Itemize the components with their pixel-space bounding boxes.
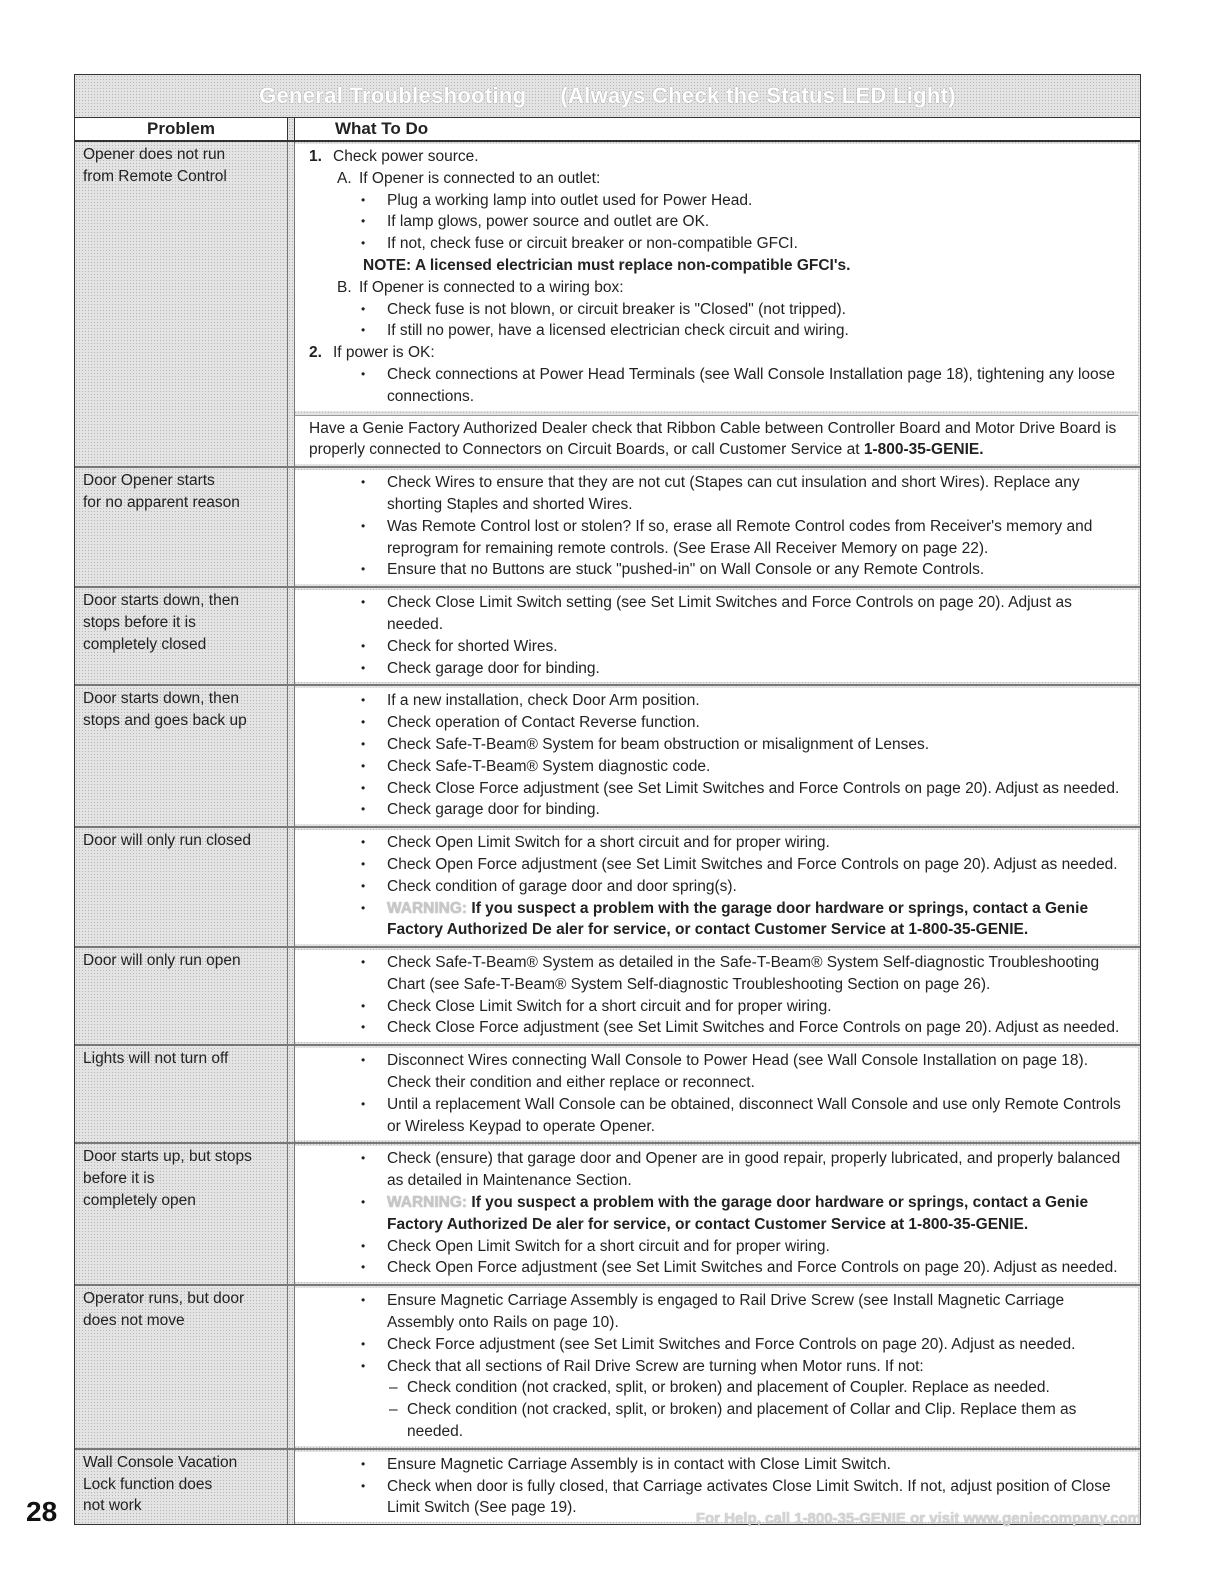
instruction-item [309,516,1126,560]
instruction-item [309,418,1126,462]
instruction-item [309,1290,1126,1334]
instruction-text: Check Close Force adjustment (see Set Limit Switches and Force Controls on page 20). Adjust as needed. [387,779,1120,797]
bullet-marker: • [361,595,366,610]
problem-line: does not move [83,1312,185,1330]
title-sub: (Always Check the Status LED Light) [560,83,956,108]
bullet-marker: • [361,1096,366,1111]
problem-line: Door will only run open [83,952,241,970]
problem-line: stops and goes back up [83,712,247,730]
instruction-item [309,168,1126,190]
header-what-to-do: What To Do [335,119,429,138]
table-body [75,142,1140,1524]
header-problem: Problem [146,119,216,138]
dash-marker: – [389,1401,398,1419]
problem-line: Door starts down, then [83,690,239,708]
what-to-do-column [295,142,1140,466]
instruction-text: If still no power, have a licensed electrician check circuit and wiring. [387,322,849,340]
instruction-text: If a new installation, check Door Arm position. [387,692,700,710]
instruction-item [309,146,1126,168]
bullet-marker: • [361,736,366,751]
problem-line: Lock function does [83,1475,213,1493]
problem-line: Door starts down, then [83,592,239,610]
instruction-text: Check Open Limit Switch for a short circuit and for proper wiring. [387,1237,830,1255]
warning-label: WARNING: [387,1194,468,1212]
instruction-item [309,1236,1126,1258]
column-separator [288,1046,295,1142]
instruction-text: Check (ensure) that garage door and Opener are in good repair, properly lubricated, and properly balanced as detailed in Maintenance Section. [387,1150,1121,1190]
problem-cell [75,1286,288,1448]
problem-cell [75,1450,288,1524]
bullet-marker: • [361,366,366,381]
instruction-text: Have a Genie Factory Authorized Dealer check that Ribbon Cable between Controller Board and Motor Drive Board is properly connected to Connectors on Circuit Boards, or call Customer Service at [309,419,1117,459]
instruction-text: Plug a working lamp into outlet used for Power Head. [387,191,753,209]
instruction-text: Check that all sections of Rail Drive Screw are turning when Motor runs. If not: [387,1357,924,1375]
instruction-text: Check for shorted Wires. [387,637,558,655]
instruction-text: Check fuse is not blown, or circuit breaker is "Closed" (not tripped). [387,300,846,318]
warning-item [309,898,1126,942]
bullet-marker: • [361,998,366,1013]
instruction-item [309,277,1126,299]
bullet-marker: • [361,780,366,795]
instruction-text: Check Open Force adjustment (see Set Limit Switches and Force Controls on page 20). Adjust as needed. [387,1259,1118,1277]
bullet-marker: • [361,214,366,229]
instruction-text: Check Force adjustment (see Set Limit Switches and Force Controls on page 20). Adjust as needed. [387,1335,1076,1353]
bullet-marker: • [361,856,366,871]
instruction-item [309,734,1126,756]
bullet-marker: • [361,955,366,970]
what-to-do-column [295,948,1140,1044]
bullet-marker: • [361,1293,366,1308]
step-number: 2. [309,344,322,362]
instruction-text: Check garage door for binding. [387,659,600,677]
instruction-text: If not, check fuse or circuit breaker or non-compatible GFCI. [387,235,798,253]
problem-line: Door starts up, but stops [83,1148,252,1166]
instruction-text: Ensure Magnetic Carriage Assembly is engaged to Rail Drive Screw (see Install Magnetic Carriage Assembly onto Rails on page 10). [387,1292,1065,1332]
instruction-item [309,778,1126,800]
bullet-marker: • [361,1336,366,1351]
instruction-text: Ensure that no Buttons are stuck "pushed-in" on Wall Console or any Remote Controls. [387,561,985,579]
bullet-marker: • [361,1358,366,1373]
what-to-do-cell [295,1146,1138,1282]
problem-cell [75,468,288,586]
column-separator [288,948,295,1044]
bullet-marker: • [361,1478,366,1493]
table-row [75,828,1140,948]
what-to-do-column [295,468,1140,586]
instruction-text: Check Close Force adjustment (see Set Limit Switches and Force Controls on page 20). Adjust as needed. [387,1019,1120,1037]
instruction-item [309,1377,1126,1399]
instruction-item [309,320,1126,342]
bullet-marker: • [361,323,366,338]
problem-cell [75,142,288,466]
instruction-text: Check garage door for binding. [387,801,600,819]
instruction-item [309,233,1126,255]
instruction-text: Check operation of Contact Reverse function. [387,714,700,732]
problem-line: Door will only run closed [83,832,251,850]
warning-label: WARNING: [387,899,468,917]
what-to-do-column [295,1046,1140,1142]
instruction-item [309,756,1126,778]
instruction-text: If lamp glows, power source and outlet are OK. [387,213,710,231]
instruction-item [309,1334,1126,1356]
what-to-do-column [295,828,1140,946]
instruction-item [309,190,1126,212]
column-separator [288,468,295,586]
bullet-marker: • [361,1260,366,1275]
problem-cell [75,1046,288,1142]
table-row [75,1286,1140,1450]
instruction-text: If Opener is connected to an outlet: [359,169,601,187]
instruction-text: Check condition (not cracked, split, or broken) and placement of Collar and Clip. Replace them as needed. [407,1401,1077,1441]
instruction-text: If Opener is connected to a wiring box: [359,278,624,296]
problem-line: from Remote Control [83,167,227,185]
problem-line: Lights will not turn off [83,1050,229,1068]
what-to-do-cell [295,830,1138,944]
bullet-marker: • [361,802,366,817]
problem-line: before it is [83,1170,155,1188]
problem-line: stops before it is [83,613,196,631]
what-to-do-cell [295,144,1138,411]
instruction-text: Check connections at Power Head Terminals (see Wall Console Installation page 18), tightening any loose connections. [387,365,1116,405]
instruction-text: Ensure Magnetic Carriage Assembly is in contact with Close Limit Switch. [387,1455,891,1473]
dash-marker: – [389,1379,398,1397]
warning-item [309,1192,1126,1236]
problem-line: Wall Console Vacation [83,1453,238,1471]
instruction-item [309,1356,1126,1378]
bullet-marker: • [361,1053,366,1068]
bullet-marker: • [361,638,366,653]
what-to-do-column [295,1286,1140,1448]
instruction-text: Check Safe-T-Beam® System diagnostic code. [387,757,711,775]
instruction-item [309,952,1126,996]
note-line [309,255,1126,277]
instruction-text: Check condition (not cracked, split, or broken) and placement of Coupler. Replace as needed. [407,1379,1050,1397]
instruction-item [309,559,1126,581]
instruction-item [309,211,1126,233]
instruction-item [309,832,1126,854]
page-number: 28 [26,1496,58,1527]
bullet-marker: • [361,1151,366,1166]
column-separator [288,1286,295,1448]
bullet-marker: • [361,900,366,915]
problem-cell [75,588,288,684]
column-separator [288,142,295,466]
bullet-marker: • [361,715,366,730]
column-separator [288,1450,295,1524]
instruction-text: Check Open Limit Switch for a short circuit and for proper wiring. [387,834,830,852]
instruction-text: Check Close Limit Switch for a short circuit and for proper wiring. [387,997,832,1015]
instruction-text: Check Close Limit Switch setting (see Set Limit Switches and Force Controls on page 20). Adjust as needed. [387,594,1072,633]
instruction-item [309,1094,1126,1138]
instruction-text: Was Remote Control lost or stolen? If so, erase all Remote Control codes from Receiver's memory and reprogram for remaining remote controls. (See Erase All Receiver Memory on page 22). [387,517,1093,557]
problem-line: for no apparent reason [83,493,240,511]
problem-line: not work [83,1497,142,1515]
instruction-text: If you suspect a problem with the garage door hardware or springs, contact a Genie Factory Authorized De aler for service, or contact Customer Service at 1-800-35-GENIE. [387,899,1089,939]
problem-line: Operator runs, but door [83,1290,245,1308]
instruction-text: Check Wires to ensure that they are not cut (Stapes can cut insulation and short Wires). Replace any shorting Staples and shorted Wires. [387,474,1080,513]
bullet-marker: • [361,192,366,207]
column-separator [288,828,295,946]
step-number: 1. [309,148,322,165]
instruction-item [309,1257,1126,1279]
instruction-item [309,636,1126,658]
step-letter: B. [337,278,352,296]
problem-line: Door Opener starts [83,472,215,490]
bullet-marker: • [361,475,366,490]
table-row [75,142,1140,468]
title-main: General Troubleshooting [259,83,527,108]
problem-cell [75,948,288,1044]
instruction-text: Check power source. [333,148,479,165]
what-to-do-cell [295,688,1138,824]
bullet-marker: • [361,236,366,251]
column-separator [288,686,295,826]
column-headers [75,118,1140,142]
instruction-text: Check condition of garage door and door spring(s). [387,877,737,895]
instruction-item [309,472,1126,516]
phone-number: 1-800-35-GENIE. [863,441,984,459]
bullet-marker: • [361,1195,366,1210]
instruction-item [309,690,1126,712]
instruction-item [309,1017,1126,1039]
instruction-text: Check Safe-T-Beam® System for beam obstruction or misalignment of Lenses. [387,735,930,753]
bullet-marker: • [361,1020,366,1035]
table-row [75,588,1140,686]
step-letter: A. [337,169,352,187]
column-separator [288,1144,295,1284]
bullet-marker: • [361,562,366,577]
table-row [75,948,1140,1046]
table-row [75,468,1140,588]
instruction-text: If you suspect a problem with the garage door hardware or springs, contact a Genie Factory Authorized De aler for service, or contact Customer Service at 1-800-35-GENIE. [387,1194,1089,1233]
what-to-do-column [295,686,1140,826]
table-title [75,75,1140,118]
help-footer: For Help, call 1-800-35-GENIE or visit www.geniecompany.com [695,1510,1141,1527]
what-to-do-cell [295,415,1138,465]
instruction-item [309,996,1126,1018]
instruction-text: Check when door is fully closed, that Carriage activates Close Limit Switch. If not, adjust position of Close Limit Switch (See page 19). [387,1477,1111,1517]
bullet-marker: • [361,1238,366,1253]
bullet-marker: • [361,878,366,893]
instruction-text: Disconnect Wires connecting Wall Console to Power Head (see Wall Console Installation on page 18). Check their condition and either replace or reconnect. [387,1052,1089,1092]
what-to-do-column [295,1144,1140,1284]
problem-line: completely closed [83,635,207,653]
instruction-item [309,1399,1126,1443]
bullet-marker: • [361,758,366,773]
problem-line: completely open [83,1192,196,1210]
instruction-item [309,712,1126,734]
problem-cell [75,828,288,946]
what-to-do-cell [295,950,1138,1042]
what-to-do-column [295,588,1140,684]
table-row [75,686,1140,828]
table-row [75,1144,1140,1286]
what-to-do-cell [295,470,1138,584]
instruction-item [309,658,1126,680]
instruction-item [309,1148,1126,1192]
bullet-marker: • [361,660,366,675]
instruction-text: Until a replacement Wall Console can be obtained, disconnect Wall Console and use only Remote Controls or Wireless Keypad to operate Opener. [387,1095,1121,1135]
instruction-text: Check Safe-T-Beam® System as detailed in the Safe-T-Beam® System Self-diagnostic Troubleshooting Chart (see Safe-T-Beam® System Self-diagnostic Troubleshooting Section on page 26). [387,954,1100,993]
instruction-text: Check Open Force adjustment (see Set Limit Switches and Force Controls on page 20). Adjust as needed. [387,855,1118,873]
table-row [75,1046,1140,1144]
problem-cell [75,686,288,826]
instruction-item [309,799,1126,821]
bullet-marker: • [361,301,366,316]
instruction-item [309,854,1126,876]
what-to-do-cell [295,1048,1138,1140]
bullet-marker: • [361,835,366,850]
problem-line: Opener does not run [83,146,226,163]
instruction-item [309,1454,1126,1476]
instruction-item [309,342,1126,364]
bullet-marker: • [361,518,366,533]
instruction-text: If power is OK: [333,344,435,362]
bullet-marker: • [361,693,366,708]
instruction-item [309,299,1126,321]
bullet-marker: • [361,1456,366,1471]
what-to-do-cell [295,1288,1138,1446]
what-to-do-cell [295,590,1138,682]
instruction-item [309,364,1126,408]
header-separator [287,118,295,140]
troubleshooting-table [74,74,1141,1525]
problem-cell [75,1144,288,1284]
column-separator [288,588,295,684]
instruction-item [309,876,1126,898]
instruction-text: NOTE: A licensed electrician must replace non-compatible GFCI's. [363,256,851,274]
instruction-item [309,1050,1126,1094]
instruction-item [309,592,1126,636]
